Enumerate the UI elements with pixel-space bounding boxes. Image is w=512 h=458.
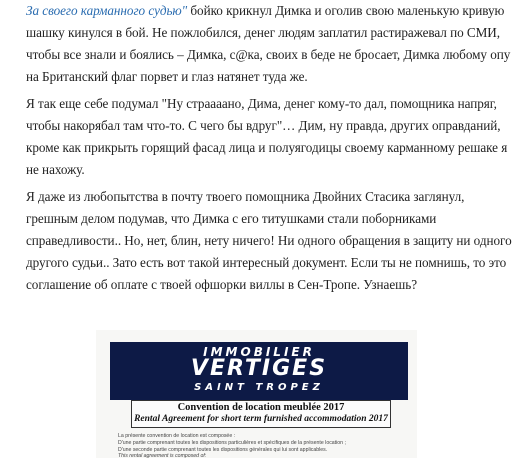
- scanned-contract-image[interactable]: [96, 330, 417, 458]
- paragraph-line: грешным делом подумав, что Димка с его титушками стали поборниками: [26, 211, 437, 226]
- quote-link[interactable]: За своего карманного судью": [26, 3, 188, 18]
- paragraph-line: Я так еще себе подумал "Ну страааано, Дима, денег кому-то дал, помощника напряг,: [26, 96, 497, 111]
- logo-text-saint-tropez: SAINT TROPEZ: [194, 382, 324, 393]
- contract-title-box: [131, 400, 391, 428]
- agency-logo-banner: [110, 342, 408, 400]
- paragraph-line: кроме как прикрыть горящий фасад лица и полуягодицы своему карманному решаке я: [26, 140, 508, 155]
- article-paragraph-1: [26, 0, 511, 88]
- article-paragraph-3: [26, 186, 512, 296]
- paragraph-line: Я даже из любопытства в почту твоего помощника Двойних Стасика заглянул,: [26, 189, 465, 204]
- logo-text-vertiges: VERTIGES: [190, 356, 328, 381]
- paragraph-line: не нахожу.: [26, 162, 85, 177]
- contract-text-line: La présente convention de location est composée :: [118, 433, 236, 439]
- paragraph-line: соглашение об оплате с твоей офшорки виллы в Сен-Тропе. Узнаешь?: [26, 277, 418, 292]
- contract-text-line: D'une seconde partie comprenant toutes les dispositions générales qui lui sont applicables.: [118, 447, 328, 453]
- paragraph-text: бойко крикнул Димка и оголив свою маленькую кривую: [187, 3, 505, 18]
- paragraph-line: шашку кинулся в бой. Не пожлобился, денег людям заплатил растиражевал по СМИ,: [26, 25, 501, 40]
- paragraph-line: чтобы накорябал там что-то. С чего бы вдруг"… Дим, ну правда, других оправданий,: [26, 118, 501, 133]
- contract-title: Convention de location meublée 2017: [177, 402, 345, 413]
- article-paragraph-2: [26, 93, 508, 181]
- paragraph-line: [26, 0, 505, 22]
- contract-subtitle: Rental Agreement for short term furnished accommodation 2017: [134, 414, 388, 424]
- contract-text-line: D'une partie comprenant toutes les dispositions particulières et spécifiques de la présente location ;: [118, 440, 346, 446]
- paragraph-line: другого судьи.. Зато есть вот такой интересный документ. Если ты не помнишь, то это: [26, 255, 507, 270]
- contract-text-line: This rental agreement is composed of:: [118, 453, 207, 458]
- paragraph-line: чтобы все знали и боялись – Димка, с@ка, своих в беде не бросает, Димка любому опу: [26, 47, 511, 62]
- logo-text-immobilier: IMMOBILIER: [203, 345, 315, 359]
- paragraph-line: на Британский флаг порвет и глаз натянет туда же.: [26, 69, 308, 84]
- paragraph-line: справедливости.. Но, нет, блин, нету ничего! Ни одного обращения в защиту ни одного: [26, 233, 512, 248]
